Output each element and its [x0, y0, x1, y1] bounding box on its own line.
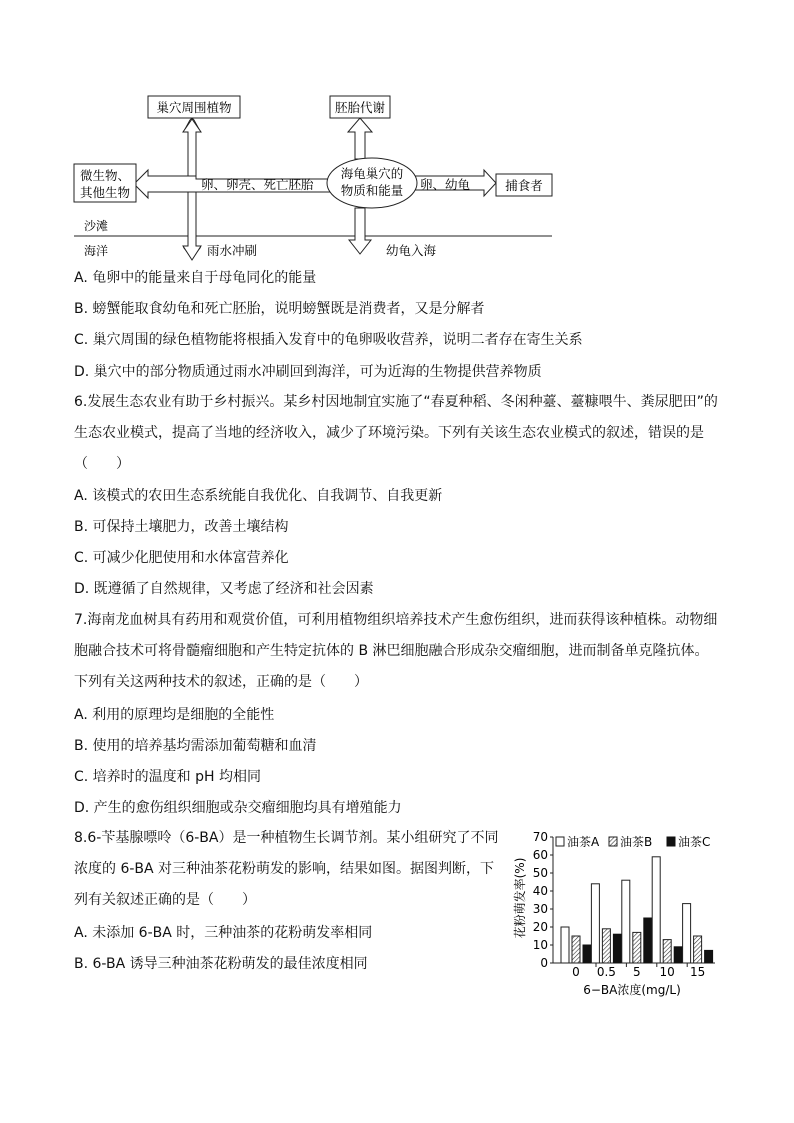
node-microbes-line2: 其他生物 — [80, 185, 131, 200]
q6-option-b: B. 可保持土壤肥力，改善土壤结构 — [74, 519, 289, 535]
bar — [572, 936, 580, 963]
y-tick-label: 50 — [532, 866, 548, 880]
bar — [694, 936, 702, 963]
legend-label: 油茶A — [567, 835, 600, 849]
bar — [652, 857, 660, 963]
legend-swatch — [667, 837, 675, 846]
y-tick-label: 70 — [532, 830, 548, 844]
x-tick-label: 5 — [632, 965, 641, 979]
label-rain-wash: 雨水冲刷 — [207, 243, 258, 258]
q6-option-a: A. 该模式的农田生态系统能自我优化、自我调节、自我更新 — [74, 488, 443, 504]
q6-option-d: D. 既遵循了自然规律，又考虑了经济和社会因素 — [74, 581, 374, 597]
bar — [633, 932, 641, 963]
bar — [583, 945, 591, 963]
node-embryo-label: 胚胎代谢 — [334, 100, 386, 115]
y-tick-label: 0 — [540, 956, 548, 970]
q7-option-d: D. 产生的愈伤组织细胞或杂交瘤细胞均具有增殖能力 — [74, 800, 402, 816]
q5-option-c: C. 巢穴周围的绿色植物能将根插入发育中的龟卵吸收营养，说明二者存在寄生关系 — [74, 332, 583, 348]
q8-option-b: B. 6-BA 诱导三种油茶花粉萌发的最佳浓度相同 — [74, 956, 368, 972]
zone-ocean: 海洋 — [84, 244, 109, 258]
x-tick-label: 0 — [572, 965, 580, 979]
x-tick-label: 10 — [659, 965, 675, 979]
bar — [683, 904, 691, 963]
node-predator-label: 捕食者 — [505, 178, 543, 193]
y-tick-label: 30 — [532, 902, 548, 916]
bar — [674, 947, 682, 963]
q7-option-b: B. 使用的培养基均需添加葡萄糖和血清 — [74, 738, 317, 754]
legend-label: 油茶C — [678, 835, 711, 849]
q6-stem: 6.发展生态农业有助于乡村振兴。某乡村因地制宜实施了“春夏种稻、冬闲种薹、薹糠喂牛、粪尿肥田”的生态农业模式，提高了当地的经济收入，减少了环境污染。下列有关该生态农业模式的叙述，错误的是（ ） — [74, 394, 718, 472]
node-microbes-line1: 微生物、 — [80, 168, 131, 183]
label-eggs-shells: 卵、卵壳、死亡胚胎 — [201, 177, 314, 192]
zone-beach: 沙滩 — [84, 219, 109, 233]
y-tick-label: 40 — [532, 884, 548, 898]
legend-swatch — [609, 837, 617, 846]
q8-stem: 8.6-苄基腺嘌呤（6-BA）是一种植物生长调节剂。某小组研究了不同浓度的 6-BA 对三种油茶花粉萌发的影响，结果如图。据图判断，下列有关叙述正确的是（ ） — [74, 830, 499, 908]
bar — [705, 950, 713, 963]
bar — [561, 927, 569, 963]
y-tick-label: 10 — [532, 938, 548, 952]
q7-option-a: A. 利用的原理均是细胞的全能性 — [74, 707, 275, 723]
q5-option-a: A. 龟卵中的能量来自于母龟同化的能量 — [74, 270, 317, 286]
x-tick-label: 15 — [689, 965, 706, 979]
bar — [613, 934, 621, 963]
bar — [602, 929, 610, 963]
q6-option-c: C. 可减少化肥使用和水体富营养化 — [74, 550, 289, 566]
node-plants-label: 巢穴周围植物 — [156, 100, 232, 115]
bar — [591, 884, 599, 963]
label-turtles-to-sea: 幼龟入海 — [386, 243, 437, 258]
y-tick-label: 20 — [532, 920, 548, 934]
legend-label: 油茶B — [620, 835, 653, 849]
y-axis-label: 花粉萌发率(%) — [513, 857, 527, 939]
q8-option-a: A. 未添加 6-BA 时，三种油茶的花粉萌发率相同 — [74, 925, 373, 941]
q7-stem: 7.海南龙血树具有药用和观赏价值，可利用植物组织培养技术产生愈伤组织，进而获得该种植株。动物细胞融合技术可将骨髓瘤细胞和产生特定抗体的 B 淋巴细胞融合形成杂交瘤细胞，进而制备单克隆抗体。下列有关这两种技术的叙述，正确的是（ ） — [74, 612, 718, 690]
q5-option-d: D. 巢穴中的部分物质通过雨水冲刷回到海洋，可为近海的生物提供营养物质 — [74, 364, 542, 380]
label-eggs-hatchlings: 卵、幼龟 — [420, 177, 471, 192]
y-tick-label: 60 — [532, 848, 548, 862]
bar — [622, 880, 630, 963]
node-nest-line2: 物质和能量 — [340, 183, 404, 198]
bar — [663, 940, 671, 963]
bar — [644, 918, 652, 963]
q7-option-c: C. 培养时的温度和 pH 均相同 — [74, 769, 261, 785]
q5-option-b: B. 螃蟹能取食幼龟和死亡胚胎，说明螃蟹既是消费者，又是分解者 — [74, 301, 485, 317]
legend-swatch — [556, 837, 564, 846]
node-nest-line1: 海龟巢穴的 — [340, 166, 404, 181]
x-axis-label: 6−BA浓度(mg/L) — [583, 983, 681, 997]
x-tick-label: 0.5 — [596, 965, 616, 979]
